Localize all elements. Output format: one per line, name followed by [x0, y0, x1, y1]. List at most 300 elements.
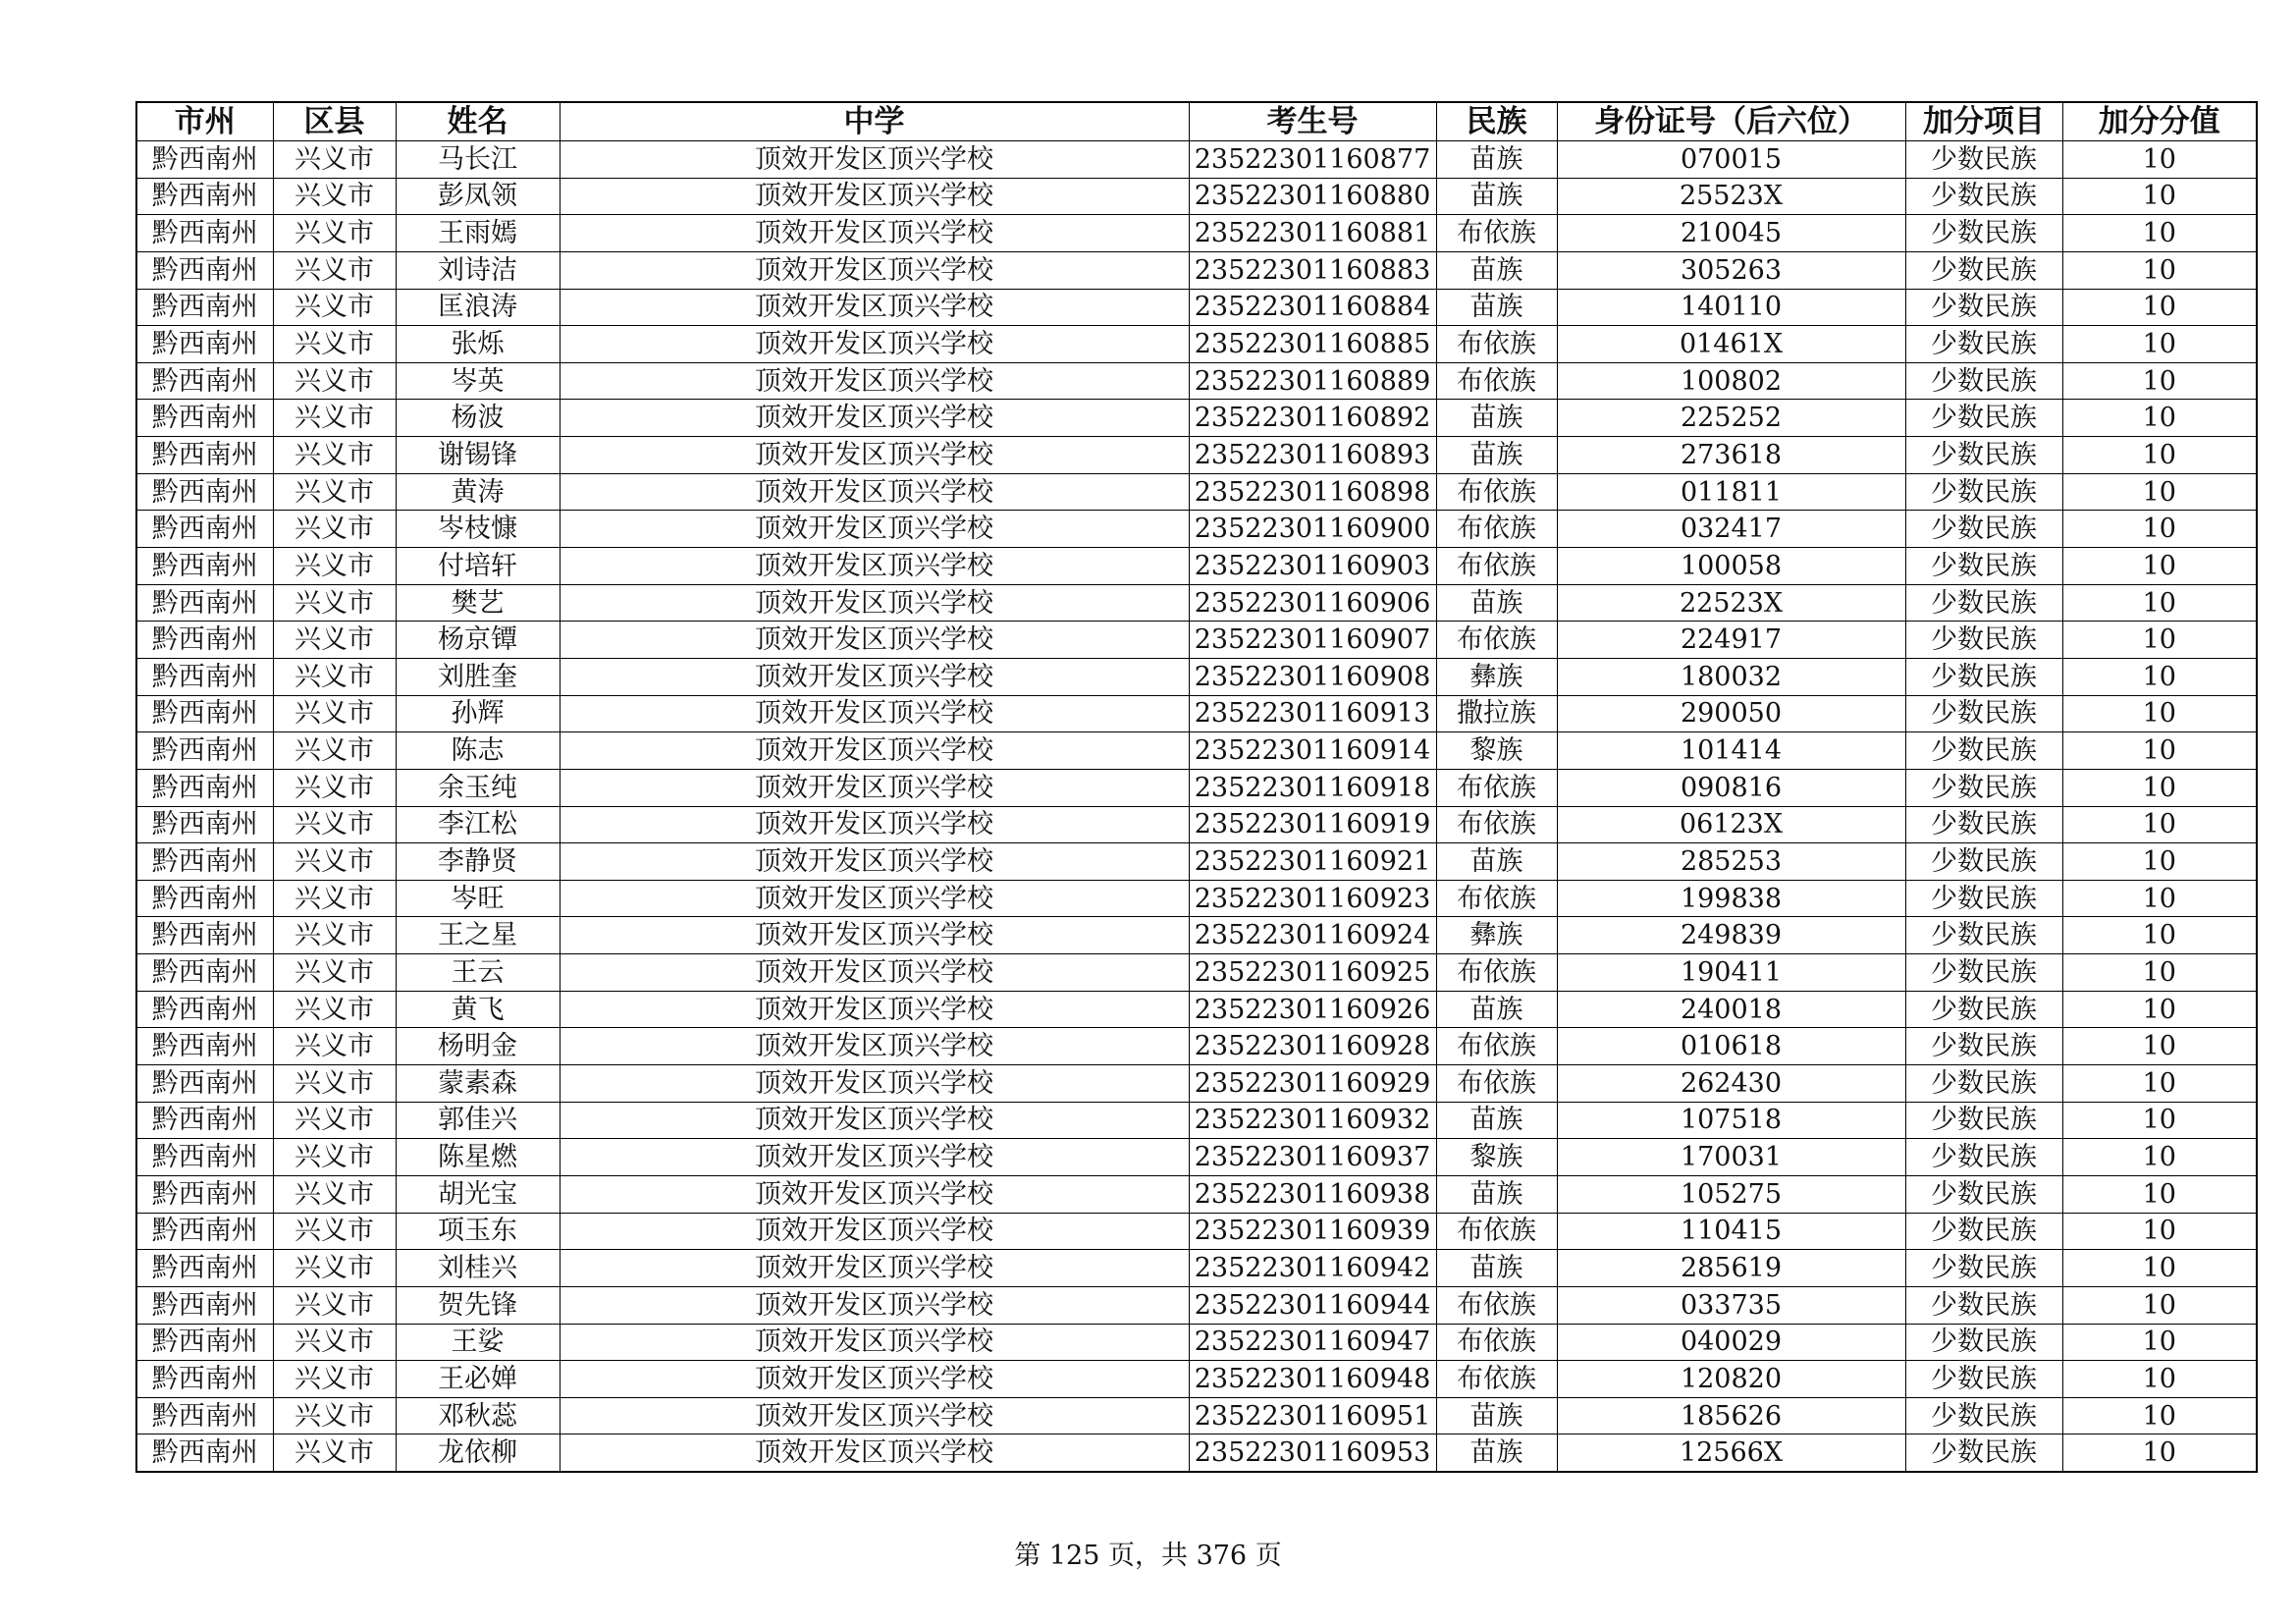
cell-id-last-six: 305263 — [1557, 251, 1905, 289]
cell-exam-number: 23522301160925 — [1189, 954, 1436, 992]
cell-bonus-item: 少数民族 — [1905, 1213, 2062, 1250]
cell-city: 黔西南州 — [136, 1102, 273, 1139]
cell-exam-number: 23522301160929 — [1189, 1065, 1436, 1103]
cell-bonus-item: 少数民族 — [1905, 548, 2062, 585]
cell-city: 黔西南州 — [136, 769, 273, 806]
table-row — [136, 917, 2257, 954]
cell-bonus-item: 少数民族 — [1905, 843, 2062, 881]
cell-bonus-item: 少数民族 — [1905, 1139, 2062, 1176]
cell-bonus-points: 10 — [2062, 289, 2257, 326]
cell-county: 兴义市 — [273, 1102, 396, 1139]
cell-ethnicity: 布依族 — [1436, 511, 1557, 548]
table-row — [136, 843, 2257, 881]
cell-ethnicity: 苗族 — [1436, 1435, 1557, 1472]
cell-county: 兴义市 — [273, 1175, 396, 1213]
cell-bonus-points: 10 — [2062, 1175, 2257, 1213]
cell-ethnicity: 黎族 — [1436, 1139, 1557, 1176]
cell-exam-number: 23522301160903 — [1189, 548, 1436, 585]
cell-county: 兴义市 — [273, 732, 396, 770]
cell-ethnicity: 布依族 — [1436, 1324, 1557, 1361]
cell-school: 顶效开发区顶兴学校 — [560, 1028, 1189, 1065]
table-row — [136, 622, 2257, 659]
cell-school: 顶效开发区顶兴学校 — [560, 622, 1189, 659]
table-row — [136, 1065, 2257, 1103]
cell-county: 兴义市 — [273, 326, 396, 363]
cell-bonus-points: 10 — [2062, 1250, 2257, 1287]
cell-bonus-item: 少数民族 — [1905, 622, 2062, 659]
cell-name: 彭凤领 — [396, 178, 560, 215]
table-row — [136, 806, 2257, 843]
cell-bonus-points: 10 — [2062, 1397, 2257, 1435]
cell-bonus-points: 10 — [2062, 1286, 2257, 1324]
cell-exam-number: 23522301160898 — [1189, 473, 1436, 511]
header-ethnicity: 民族 — [1436, 102, 1557, 141]
cell-county: 兴义市 — [273, 1213, 396, 1250]
cell-bonus-points: 10 — [2062, 215, 2257, 252]
cell-bonus-item: 少数民族 — [1905, 251, 2062, 289]
cell-exam-number: 23522301160893 — [1189, 437, 1436, 474]
table-row — [136, 326, 2257, 363]
cell-bonus-points: 10 — [2062, 511, 2257, 548]
cell-bonus-points: 10 — [2062, 1435, 2257, 1472]
cell-bonus-points: 10 — [2062, 437, 2257, 474]
cell-city: 黔西南州 — [136, 1139, 273, 1176]
cell-name: 杨波 — [396, 400, 560, 437]
table-row — [136, 1286, 2257, 1324]
cell-exam-number: 23522301160926 — [1189, 991, 1436, 1028]
cell-bonus-points: 10 — [2062, 400, 2257, 437]
cell-ethnicity: 撒拉族 — [1436, 695, 1557, 732]
cell-ethnicity: 布依族 — [1436, 1213, 1557, 1250]
cell-city: 黔西南州 — [136, 548, 273, 585]
cell-school: 顶效开发区顶兴学校 — [560, 437, 1189, 474]
cell-school: 顶效开发区顶兴学校 — [560, 991, 1189, 1028]
cell-bonus-item: 少数民族 — [1905, 732, 2062, 770]
cell-exam-number: 23522301160938 — [1189, 1175, 1436, 1213]
cell-name: 谢锡锋 — [396, 437, 560, 474]
table-row — [136, 1397, 2257, 1435]
cell-exam-number: 23522301160889 — [1189, 362, 1436, 400]
table-row — [136, 511, 2257, 548]
cell-exam-number: 23522301160928 — [1189, 1028, 1436, 1065]
cell-county: 兴义市 — [273, 548, 396, 585]
cell-school: 顶效开发区顶兴学校 — [560, 769, 1189, 806]
cell-city: 黔西南州 — [136, 917, 273, 954]
cell-name: 龙依柳 — [396, 1435, 560, 1472]
cell-county: 兴义市 — [273, 215, 396, 252]
cell-county: 兴义市 — [273, 400, 396, 437]
cell-exam-number: 23522301160914 — [1189, 732, 1436, 770]
cell-id-last-six: 01461X — [1557, 326, 1905, 363]
cell-id-last-six: 249839 — [1557, 917, 1905, 954]
cell-city: 黔西南州 — [136, 1065, 273, 1103]
header-id-last-six: 身份证号（后六位） — [1557, 102, 1905, 141]
cell-school: 顶效开发区顶兴学校 — [560, 584, 1189, 622]
cell-city: 黔西南州 — [136, 1361, 273, 1398]
cell-name: 李江松 — [396, 806, 560, 843]
header-name: 姓名 — [396, 102, 560, 141]
header-bonus-points: 加分分值 — [2062, 102, 2257, 141]
cell-id-last-six: 199838 — [1557, 880, 1905, 917]
cell-name: 项玉东 — [396, 1213, 560, 1250]
cell-exam-number: 23522301160942 — [1189, 1250, 1436, 1287]
cell-bonus-points: 10 — [2062, 1139, 2257, 1176]
cell-city: 黔西南州 — [136, 362, 273, 400]
cell-county: 兴义市 — [273, 880, 396, 917]
cell-bonus-item: 少数民族 — [1905, 1102, 2062, 1139]
cell-bonus-points: 10 — [2062, 1361, 2257, 1398]
cell-bonus-points: 10 — [2062, 362, 2257, 400]
cell-county: 兴义市 — [273, 658, 396, 695]
table-row — [136, 769, 2257, 806]
cell-county: 兴义市 — [273, 473, 396, 511]
cell-ethnicity: 苗族 — [1436, 991, 1557, 1028]
cell-bonus-points: 10 — [2062, 1028, 2257, 1065]
cell-name: 付培轩 — [396, 548, 560, 585]
cell-bonus-points: 10 — [2062, 1213, 2257, 1250]
table-row — [136, 1139, 2257, 1176]
cell-name: 贺先锋 — [396, 1286, 560, 1324]
cell-name: 匡浪涛 — [396, 289, 560, 326]
cell-ethnicity: 苗族 — [1436, 584, 1557, 622]
cell-bonus-item: 少数民族 — [1905, 511, 2062, 548]
cell-school: 顶效开发区顶兴学校 — [560, 1397, 1189, 1435]
cell-school: 顶效开发区顶兴学校 — [560, 326, 1189, 363]
cell-exam-number: 23522301160884 — [1189, 289, 1436, 326]
cell-bonus-points: 10 — [2062, 806, 2257, 843]
cell-id-last-six: 140110 — [1557, 289, 1905, 326]
cell-name: 刘桂兴 — [396, 1250, 560, 1287]
cell-bonus-item: 少数民族 — [1905, 289, 2062, 326]
cell-name: 刘诗洁 — [396, 251, 560, 289]
cell-ethnicity: 彝族 — [1436, 917, 1557, 954]
cell-city: 黔西南州 — [136, 178, 273, 215]
cell-school: 顶效开发区顶兴学校 — [560, 658, 1189, 695]
cell-bonus-points: 10 — [2062, 658, 2257, 695]
cell-name: 胡光宝 — [396, 1175, 560, 1213]
cell-exam-number: 23522301160921 — [1189, 843, 1436, 881]
cell-ethnicity: 苗族 — [1436, 289, 1557, 326]
cell-ethnicity: 布依族 — [1436, 362, 1557, 400]
cell-bonus-item: 少数民族 — [1905, 695, 2062, 732]
cell-school: 顶效开发区顶兴学校 — [560, 880, 1189, 917]
cell-ethnicity: 布依族 — [1436, 954, 1557, 992]
table-row — [136, 954, 2257, 992]
table-row — [136, 437, 2257, 474]
cell-ethnicity: 苗族 — [1436, 1102, 1557, 1139]
cell-city: 黔西南州 — [136, 658, 273, 695]
cell-ethnicity: 布依族 — [1436, 769, 1557, 806]
cell-id-last-six: 224917 — [1557, 622, 1905, 659]
cell-school: 顶效开发区顶兴学校 — [560, 141, 1189, 179]
cell-ethnicity: 苗族 — [1436, 1250, 1557, 1287]
cell-bonus-points: 10 — [2062, 622, 2257, 659]
cell-id-last-six: 070015 — [1557, 141, 1905, 179]
cell-school: 顶效开发区顶兴学校 — [560, 511, 1189, 548]
cell-city: 黔西南州 — [136, 954, 273, 992]
table-row — [136, 251, 2257, 289]
cell-school: 顶效开发区顶兴学校 — [560, 1361, 1189, 1398]
cell-name: 张烁 — [396, 326, 560, 363]
cell-county: 兴义市 — [273, 1361, 396, 1398]
table-row — [136, 991, 2257, 1028]
cell-exam-number: 23522301160880 — [1189, 178, 1436, 215]
cell-exam-number: 23522301160924 — [1189, 917, 1436, 954]
cell-city: 黔西南州 — [136, 1435, 273, 1472]
cell-ethnicity: 苗族 — [1436, 141, 1557, 179]
cell-id-last-six: 210045 — [1557, 215, 1905, 252]
cell-exam-number: 23522301160947 — [1189, 1324, 1436, 1361]
cell-ethnicity: 苗族 — [1436, 1175, 1557, 1213]
cell-school: 顶效开发区顶兴学校 — [560, 843, 1189, 881]
cell-exam-number: 23522301160939 — [1189, 1213, 1436, 1250]
cell-school: 顶效开发区顶兴学校 — [560, 362, 1189, 400]
cell-city: 黔西南州 — [136, 1324, 273, 1361]
cell-bonus-points: 10 — [2062, 584, 2257, 622]
table-row — [136, 1324, 2257, 1361]
cell-id-last-six: 225252 — [1557, 400, 1905, 437]
cell-id-last-six: 120820 — [1557, 1361, 1905, 1398]
table-row — [136, 695, 2257, 732]
cell-ethnicity: 布依族 — [1436, 806, 1557, 843]
cell-bonus-item: 少数民族 — [1905, 658, 2062, 695]
cell-ethnicity: 苗族 — [1436, 437, 1557, 474]
cell-name: 王之星 — [396, 917, 560, 954]
cell-exam-number: 23522301160948 — [1189, 1361, 1436, 1398]
cell-bonus-points: 10 — [2062, 880, 2257, 917]
cell-bonus-item: 少数民族 — [1905, 141, 2062, 179]
cell-ethnicity: 黎族 — [1436, 732, 1557, 770]
cell-id-last-six: 190411 — [1557, 954, 1905, 992]
table-row — [136, 1175, 2257, 1213]
cell-id-last-six: 262430 — [1557, 1065, 1905, 1103]
cell-city: 黔西南州 — [136, 473, 273, 511]
cell-county: 兴义市 — [273, 141, 396, 179]
cell-bonus-points: 10 — [2062, 732, 2257, 770]
table-row — [136, 289, 2257, 326]
score-table-container — [135, 101, 2256, 1473]
cell-county: 兴义市 — [273, 511, 396, 548]
cell-city: 黔西南州 — [136, 289, 273, 326]
cell-school: 顶效开发区顶兴学校 — [560, 1286, 1189, 1324]
table-row — [136, 1213, 2257, 1250]
cell-school: 顶效开发区顶兴学校 — [560, 732, 1189, 770]
cell-id-last-six: 032417 — [1557, 511, 1905, 548]
cell-county: 兴义市 — [273, 622, 396, 659]
cell-city: 黔西南州 — [136, 251, 273, 289]
cell-id-last-six: 290050 — [1557, 695, 1905, 732]
cell-county: 兴义市 — [273, 806, 396, 843]
table-row — [136, 400, 2257, 437]
cell-bonus-item: 少数民族 — [1905, 954, 2062, 992]
cell-exam-number: 23522301160923 — [1189, 880, 1436, 917]
cell-bonus-item: 少数民族 — [1905, 1324, 2062, 1361]
cell-bonus-item: 少数民族 — [1905, 880, 2062, 917]
cell-bonus-item: 少数民族 — [1905, 917, 2062, 954]
cell-name: 岑枝慷 — [396, 511, 560, 548]
table-row — [136, 1250, 2257, 1287]
cell-id-last-six: 06123X — [1557, 806, 1905, 843]
cell-ethnicity: 布依族 — [1436, 1361, 1557, 1398]
cell-id-last-six: 100802 — [1557, 362, 1905, 400]
cell-school: 顶效开发区顶兴学校 — [560, 1213, 1189, 1250]
cell-ethnicity: 苗族 — [1436, 400, 1557, 437]
cell-exam-number: 23522301160907 — [1189, 622, 1436, 659]
cell-county: 兴义市 — [273, 1324, 396, 1361]
page-footer: 第 125 页，共 376 页 — [1014, 1541, 1282, 1571]
cell-city: 黔西南州 — [136, 991, 273, 1028]
cell-county: 兴义市 — [273, 954, 396, 992]
cell-name: 王娑 — [396, 1324, 560, 1361]
cell-ethnicity: 布依族 — [1436, 880, 1557, 917]
cell-exam-number: 23522301160937 — [1189, 1139, 1436, 1176]
cell-county: 兴义市 — [273, 1028, 396, 1065]
cell-id-last-six: 105275 — [1557, 1175, 1905, 1213]
cell-school: 顶效开发区顶兴学校 — [560, 178, 1189, 215]
cell-id-last-six: 010618 — [1557, 1028, 1905, 1065]
cell-id-last-six: 170031 — [1557, 1139, 1905, 1176]
table-row — [136, 1028, 2257, 1065]
cell-exam-number: 23522301160881 — [1189, 215, 1436, 252]
cell-school: 顶效开发区顶兴学校 — [560, 1250, 1189, 1287]
cell-name: 黄飞 — [396, 991, 560, 1028]
cell-exam-number: 23522301160953 — [1189, 1435, 1436, 1472]
table-row — [136, 548, 2257, 585]
cell-name: 陈志 — [396, 732, 560, 770]
cell-exam-number: 23522301160932 — [1189, 1102, 1436, 1139]
cell-bonus-points: 10 — [2062, 1324, 2257, 1361]
cell-bonus-item: 少数民族 — [1905, 584, 2062, 622]
cell-ethnicity: 布依族 — [1436, 1065, 1557, 1103]
header-school: 中学 — [560, 102, 1189, 141]
cell-ethnicity: 布依族 — [1436, 215, 1557, 252]
cell-county: 兴义市 — [273, 1286, 396, 1324]
cell-school: 顶效开发区顶兴学校 — [560, 954, 1189, 992]
cell-bonus-item: 少数民族 — [1905, 400, 2062, 437]
table-row — [136, 880, 2257, 917]
cell-bonus-points: 10 — [2062, 251, 2257, 289]
header-row — [136, 102, 2257, 141]
cell-ethnicity: 布依族 — [1436, 548, 1557, 585]
cell-city: 黔西南州 — [136, 806, 273, 843]
cell-city: 黔西南州 — [136, 400, 273, 437]
cell-name: 李静贤 — [396, 843, 560, 881]
cell-city: 黔西南州 — [136, 695, 273, 732]
cell-exam-number: 23522301160918 — [1189, 769, 1436, 806]
cell-county: 兴义市 — [273, 251, 396, 289]
header-exam-number: 考生号 — [1189, 102, 1436, 141]
cell-name: 黄涛 — [396, 473, 560, 511]
cell-city: 黔西南州 — [136, 1213, 273, 1250]
cell-bonus-item: 少数民族 — [1905, 991, 2062, 1028]
cell-bonus-item: 少数民族 — [1905, 1065, 2062, 1103]
cell-bonus-item: 少数民族 — [1905, 362, 2062, 400]
cell-bonus-points: 10 — [2062, 326, 2257, 363]
table-row — [136, 732, 2257, 770]
cell-name: 孙辉 — [396, 695, 560, 732]
cell-city: 黔西南州 — [136, 1250, 273, 1287]
cell-exam-number: 23522301160951 — [1189, 1397, 1436, 1435]
cell-city: 黔西南州 — [136, 732, 273, 770]
cell-city: 黔西南州 — [136, 1397, 273, 1435]
cell-id-last-six: 040029 — [1557, 1324, 1905, 1361]
cell-id-last-six: 110415 — [1557, 1213, 1905, 1250]
cell-school: 顶效开发区顶兴学校 — [560, 1324, 1189, 1361]
cell-county: 兴义市 — [273, 1435, 396, 1472]
cell-city: 黔西南州 — [136, 622, 273, 659]
cell-ethnicity: 彝族 — [1436, 658, 1557, 695]
cell-school: 顶效开发区顶兴学校 — [560, 806, 1189, 843]
cell-exam-number: 23522301160913 — [1189, 695, 1436, 732]
cell-school: 顶效开发区顶兴学校 — [560, 251, 1189, 289]
cell-id-last-six: 285253 — [1557, 843, 1905, 881]
cell-bonus-points: 10 — [2062, 769, 2257, 806]
cell-bonus-item: 少数民族 — [1905, 806, 2062, 843]
cell-name: 余玉纯 — [396, 769, 560, 806]
cell-ethnicity: 布依族 — [1436, 326, 1557, 363]
cell-school: 顶效开发区顶兴学校 — [560, 917, 1189, 954]
table-row — [136, 362, 2257, 400]
cell-bonus-points: 10 — [2062, 695, 2257, 732]
cell-name: 王云 — [396, 954, 560, 992]
cell-ethnicity: 布依族 — [1436, 622, 1557, 659]
cell-school: 顶效开发区顶兴学校 — [560, 1435, 1189, 1472]
cell-city: 黔西南州 — [136, 215, 273, 252]
cell-id-last-six: 240018 — [1557, 991, 1905, 1028]
cell-id-last-six: 100058 — [1557, 548, 1905, 585]
cell-exam-number: 23522301160900 — [1189, 511, 1436, 548]
cell-school: 顶效开发区顶兴学校 — [560, 1102, 1189, 1139]
cell-ethnicity: 苗族 — [1436, 251, 1557, 289]
cell-county: 兴义市 — [273, 917, 396, 954]
cell-bonus-points: 10 — [2062, 141, 2257, 179]
cell-county: 兴义市 — [273, 1250, 396, 1287]
cell-name: 杨京镡 — [396, 622, 560, 659]
cell-exam-number: 23522301160919 — [1189, 806, 1436, 843]
table-row — [136, 1435, 2257, 1472]
cell-id-last-six: 107518 — [1557, 1102, 1905, 1139]
cell-ethnicity: 布依族 — [1436, 473, 1557, 511]
table-body — [136, 141, 2257, 1473]
cell-bonus-points: 10 — [2062, 178, 2257, 215]
cell-county: 兴义市 — [273, 991, 396, 1028]
cell-exam-number: 23522301160906 — [1189, 584, 1436, 622]
cell-bonus-item: 少数民族 — [1905, 1028, 2062, 1065]
cell-bonus-item: 少数民族 — [1905, 1175, 2062, 1213]
header-city: 市州 — [136, 102, 273, 141]
cell-bonus-points: 10 — [2062, 1065, 2257, 1103]
cell-name: 邓秋蕊 — [396, 1397, 560, 1435]
cell-bonus-item: 少数民族 — [1905, 215, 2062, 252]
cell-school: 顶效开发区顶兴学校 — [560, 1139, 1189, 1176]
cell-city: 黔西南州 — [136, 1175, 273, 1213]
cell-bonus-points: 10 — [2062, 843, 2257, 881]
cell-bonus-points: 10 — [2062, 991, 2257, 1028]
cell-exam-number: 23522301160883 — [1189, 251, 1436, 289]
cell-county: 兴义市 — [273, 1065, 396, 1103]
cell-county: 兴义市 — [273, 1397, 396, 1435]
cell-bonus-item: 少数民族 — [1905, 1250, 2062, 1287]
cell-bonus-item: 少数民族 — [1905, 473, 2062, 511]
cell-name: 樊艺 — [396, 584, 560, 622]
cell-city: 黔西南州 — [136, 437, 273, 474]
cell-city: 黔西南州 — [136, 326, 273, 363]
cell-id-last-six: 185626 — [1557, 1397, 1905, 1435]
cell-county: 兴义市 — [273, 437, 396, 474]
table-row — [136, 658, 2257, 695]
table-row — [136, 1361, 2257, 1398]
cell-exam-number: 23522301160908 — [1189, 658, 1436, 695]
